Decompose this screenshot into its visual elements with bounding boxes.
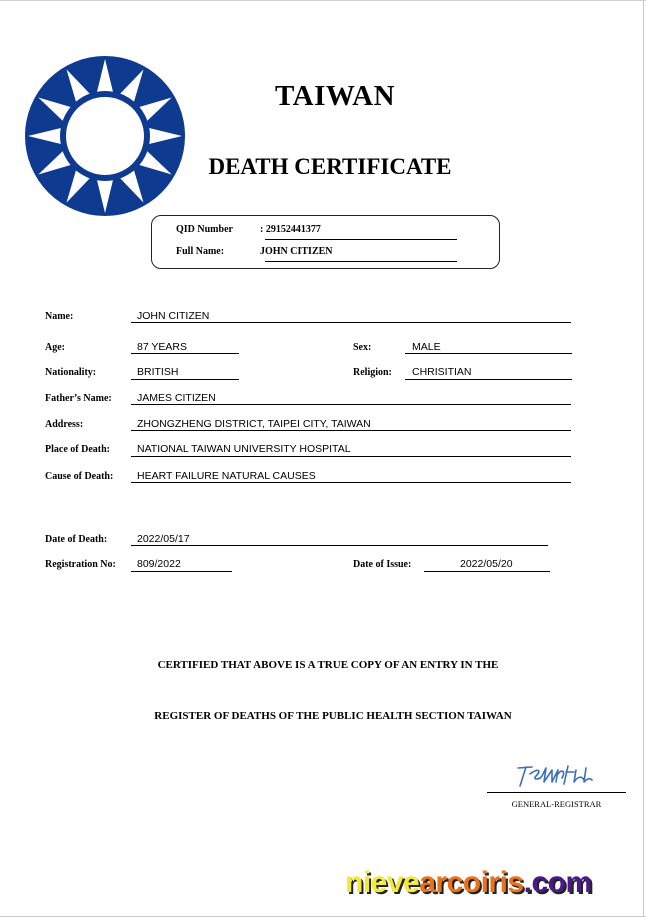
cause-of-death-value: HEART FAILURE NATURAL CAUSES xyxy=(137,470,316,482)
registration-no-value: 809/2022 xyxy=(137,558,181,570)
signature-line xyxy=(487,792,626,793)
name-label: Name: xyxy=(45,311,74,322)
religion-label: Religion: xyxy=(353,367,392,378)
religion-underline xyxy=(405,379,572,380)
fullname-label: Full Name: xyxy=(176,246,225,257)
age-underline xyxy=(131,353,239,354)
sex-label: Sex: xyxy=(353,342,372,353)
sex-underline xyxy=(405,353,572,354)
certification-line-1: CERTIFIED THAT ABOVE IS A TRUE COPY OF AN ENTRY IN THE xyxy=(157,659,499,671)
address-underline xyxy=(131,430,571,431)
father-name-underline xyxy=(131,404,571,405)
sex-value: MALE xyxy=(412,341,441,353)
name-underline xyxy=(131,322,571,323)
cause-of-death-label: Cause of Death: xyxy=(45,471,114,482)
address-value: ZHONGZHENG DISTRICT, TAIPEI CITY, TAIWAN xyxy=(137,418,371,430)
watermark-part-3: .com xyxy=(523,866,592,899)
place-of-death-underline xyxy=(131,456,571,457)
page-border xyxy=(0,0,646,1)
id-box xyxy=(151,215,500,269)
religion-value: CHRISITIAN xyxy=(412,366,472,378)
qid-value: : 29152441377 xyxy=(260,224,321,235)
qid-label: QID Number xyxy=(176,224,233,235)
age-value: 87 YEARS xyxy=(137,341,188,353)
date-of-death-underline xyxy=(131,545,548,546)
watermark-part-2: arcoiris xyxy=(419,866,524,899)
page-border xyxy=(643,0,644,917)
place-of-death-label: Place of Death: xyxy=(45,444,110,455)
certification-line-2: REGISTER OF DEATHS OF THE PUBLIC HEALTH SECTION TAIWAN xyxy=(154,710,512,722)
name-value: JOHN CITIZEN xyxy=(137,310,210,322)
qid-underline xyxy=(265,239,457,240)
date-of-death-value: 2022/05/17 xyxy=(137,533,190,545)
date-of-issue-value: 2022/05/20 xyxy=(460,558,513,570)
date-of-death-label: Date of Death: xyxy=(45,534,108,545)
document-title: DEATH CERTIFICATE xyxy=(208,154,452,179)
fullname-underline xyxy=(265,261,457,262)
nationality-label: Nationality: xyxy=(45,367,97,378)
age-label: Age: xyxy=(45,342,65,353)
registration-no-label: Registration No: xyxy=(45,559,116,570)
registrar-title: GENERAL-REGISTRAR xyxy=(511,799,602,809)
signature-icon xyxy=(512,760,594,790)
cause-of-death-underline xyxy=(131,482,571,483)
father-name-label: Father’s Name: xyxy=(45,393,112,404)
date-of-issue-label: Date of Issue: xyxy=(353,559,412,570)
nationality-underline xyxy=(131,379,239,380)
watermark-logo xyxy=(345,866,592,900)
white-sun-emblem-icon xyxy=(25,56,185,216)
country-title: TAIWAN xyxy=(274,80,396,112)
address-label: Address: xyxy=(45,419,84,430)
registration-no-underline xyxy=(131,571,232,572)
watermark-part-1: nieve xyxy=(345,866,420,899)
father-name-value: JAMES CITIZEN xyxy=(137,392,216,404)
date-of-issue-underline xyxy=(424,571,550,572)
nationality-value: BRITISH xyxy=(137,366,179,378)
place-of-death-value: NATIONAL TAIWAN UNIVERSITY HOSPITAL xyxy=(137,443,351,455)
fullname-value: JOHN CITIZEN xyxy=(260,246,333,257)
